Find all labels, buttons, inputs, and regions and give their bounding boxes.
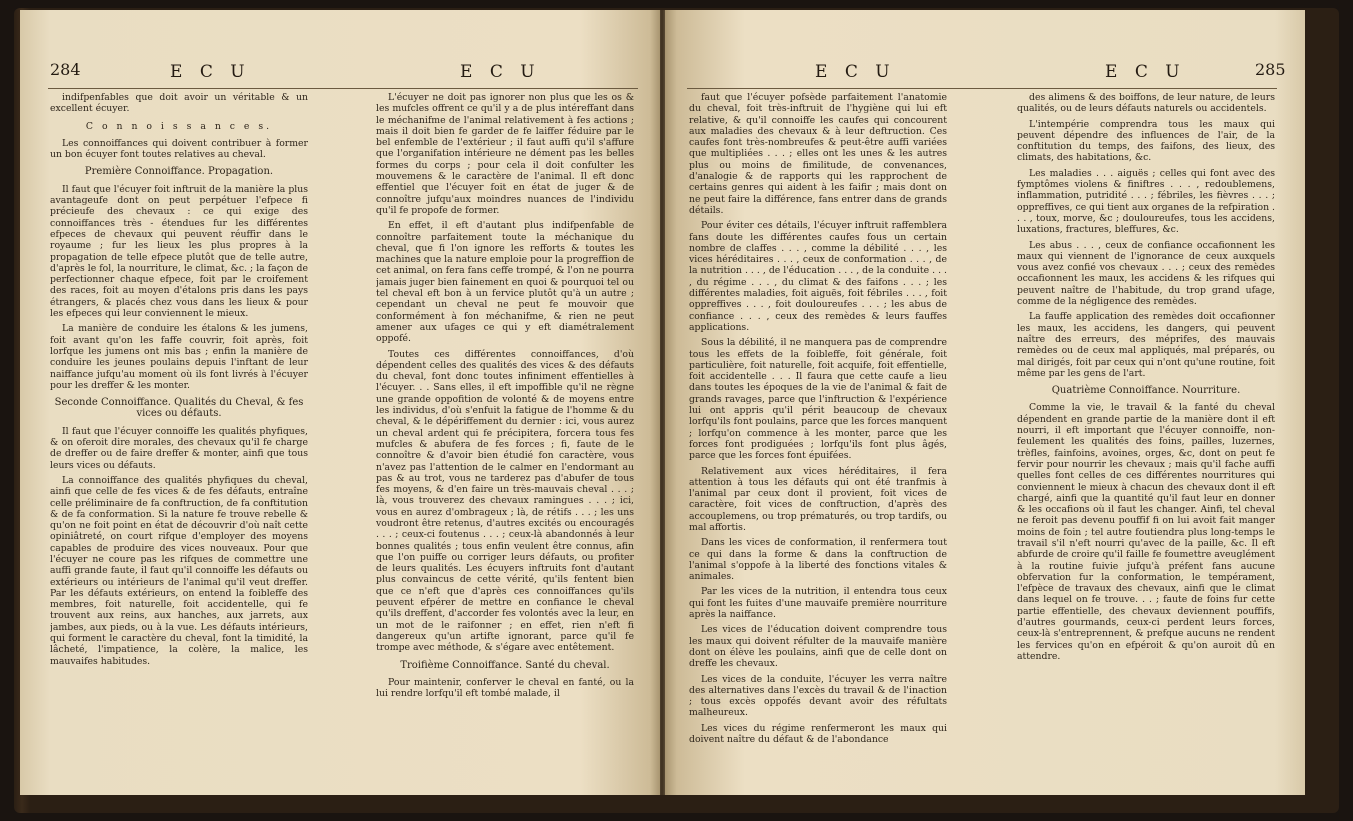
paragraph: Les vices de l'éducation doivent comprendre tous les maux qui doivent réfulter de la mauvaife manière dont on élève les poulains, ainfi que de celle dont on dreffe les chevaux. <box>689 624 947 670</box>
paragraph: faut que l'écuyer pofsède parfaitement l'anatomie du cheval, foit très-inftruit de l'hygiène qui lui eft relative, & qu'il connoiffe les caufes qui concourent aux maladies des chevaux & à leur deftruction. Ces caufes font très-nombreufes & peut-être auffi variées que multipliées . . . ; elles ont les unes & les autres plus ou moins de fimilitude, de convenances, d'analogie & de rapports qui les rapprochent de certains genres qui aident à les faifir ; mais dont on ne peut faire la différence, fans entrer dans de grands détails. <box>689 92 947 216</box>
paragraph: L'intempérie comprendra tous les maux qui peuvent dépendre des influences de l'air, de la conftitution du temps, des faifons, des lieux, des climats, des habitations, &c. <box>1017 118 1275 164</box>
header-rule <box>687 88 1277 89</box>
page-number-right: 285 <box>1255 60 1286 79</box>
section-heading: Seconde Connoiffance. Qualités du Cheval, & fes vices ou défauts. <box>54 397 304 420</box>
paragraph: Il faut que l'écuyer connoiffe les qualités phyfiques, & on oferoit dire morales, des chevaux qu'il fe charge de dreffer ou de faire dreffer & monter, ainfi que tous leurs vices ou défauts. <box>50 425 308 471</box>
paragraph: Les abus . . . , ceux de confiance occafionnent les maux qui viennent de l'ignorance de ceux auxquels vous avez confié vos chevaux . . . ; ceux des remèdes occafionnent les maux, les accidens & les rifques qui peuvent naître de l'habitude, du trop grand ufage, comme de la négligence des remèdes. <box>1017 239 1275 308</box>
paragraph: Pour éviter ces détails, l'écuyer inftruit raffemblera fans doute les différentes caufes fous un certain nombre de claffes . . . , comme la débilité . . . , les vices héréditaires . . . , ceux de conformation . . . , de la nutrition . . . , de l'éducation . . . , de la conduite . . . , du régime . . . , du climat & des faifons . . . ; les différentes maladies, foit aiguës, foit fébriles . . . , foit oppreffives . . . , foit douloureufes . . . ; les abus de confiance . . . , ceux des remèdes & leurs fauffes applications. <box>689 220 947 333</box>
section-heading: Quatrième Connoiffance. Nourriture. <box>1051 385 1241 397</box>
section-heading: Première Connoiffance. Propagation. <box>84 166 274 178</box>
paragraph: Les maladies . . . aiguës ; celles qui font avec des fymptômes violens & finiftres . . . , redoublemens, inflammation, putridité . . . ; fébriles, les fièvres . . . ; oppreffives, ce qui tient aux organes de la refpiration . . . , toux, morve, &c ; douloureufes, tous les accidens, luxations, fractures, bleffures, &c. <box>1017 167 1275 236</box>
left-page-column-2 <box>376 92 634 792</box>
section-heading: C o n n o i s s a n c e s. <box>85 120 273 132</box>
header-rule <box>48 88 638 89</box>
paragraph: Par les vices de la nutrition, il entendra tous ceux qui font les fuites d'une mauvaife première nourriture après la naiffance. <box>689 586 947 621</box>
paragraph: Pour maintenir, conferver le cheval en fanté, ou la lui rendre lorfqu'il eft tombé malade, il <box>376 676 634 700</box>
paragraph: La manière de conduire les étalons & les jumens, foit avant qu'on les faffe couvrir, foit après, foit lorfque les jumens ont mis bas ; enfin la manière de conduire les jeunes poulains depuis l'inftant de leur naiffance jufqu'au moment où ils font livrés à l'écuyer pour les dreffer & les monter. <box>50 323 308 391</box>
running-head-left-1: E C U <box>170 62 251 82</box>
paragraph: Les connoiffances qui doivent contribuer à former un bon écuyer font toutes relatives au cheval. <box>50 137 308 161</box>
paragraph: L'écuyer ne doit pas ignorer non plus que les os & les mufcles offrent ce qu'il y a de plus intéreffant dans le méchanifme de l'animal relativement à fes actions ; mais il doit bien fe garder de fe laiffer féduire par le bel enfemble de l'extérieur ; il faut auffi qu'il s'affure que l'organifation intérieure ne dément pas les belles formes du corps ; pour cela il doit confulter les mouvemens & le caractère de l'animal. Il eft donc effentiel que l'écuyer foit en état de juger & de connoître jufqu'aux moindres nuances de l'individu qu'il fe propofe de former. <box>376 92 634 216</box>
running-head-right-2: E C U <box>1105 62 1186 82</box>
paragraph: Il faut que l'écuyer foit inftruit de la manière la plus avantageufe dont on peut perpétuer l'efpece fi précieufe des chevaux : ce qui exige des connoiffances très - étendues fur les différentes efpeces de chevaux qui peuvent réuffir dans le royaume ; fur les lieux les plus propres à la propagation de telle efpece plutôt que de telle autre, d'après le fol, la nourriture, le climat, &c. ; la façon de perfectionner chaque efpece, foit par le croifement des races, foit au moyen d'étalons pris dans les pays étrangers, & placés chez vous dans les lieux & pour les efpeces qui leur conviennent le mieux. <box>50 183 308 320</box>
section-heading: Troifième Connoiffance. Santé du cheval. <box>400 659 610 671</box>
left-page-column-1 <box>50 92 308 792</box>
paragraph: La connoiffance des qualités phyfiques du cheval, ainfi que celle de fes vices & de fes défauts, entraîne celle préliminaire de fa conftruction, de fa conftitution & de fa conformation. Si la nature fe trouve rebelle & qu'on ne foit point en état de découvrir d'où naît cette opiniâtreté, on court rifque d'employer des moyens capables de produire des vices nouveaux. Pour que l'écuyer ne coure pas les rifques de commettre une auffi grande faute, il faut qu'il connoiffe les défauts ou extérieurs ou intérieurs de l'animal qu'il veut dreffer. Par les défauts extérieurs, on entend la foibleffe des membres, foit naturelle, foit accidentelle, qui fe trouvent aux reins, aux hanches, aux jarrets, aux jambes, aux pieds, ou à la vue. Les défauts intérieurs, qui forment le caractère du cheval, font la timidité, la lâcheté, l'impatience, la colère, la malice, les mauvaifes habitudes. <box>50 474 308 667</box>
paragraph: des alimens & des boiffons, de leur nature, de leurs qualités, ou de leurs défauts naturels ou accidentels. <box>1017 92 1275 115</box>
left-page <box>20 10 660 795</box>
right-page-column-1 <box>689 92 947 792</box>
paragraph: Sous la débilité, il ne manquera pas de comprendre tous les effets de la foibleffe, foit générale, foit particulière, foit naturelle, foit acquife, foit effentielle, foit accidentelle . . . Il faura que cette caufe a lieu dans toutes les époques de la vie de l'animal & fait de grands ravages, parce que l'inftruction & l'expérience lui ont appris qu'il périt beaucoup de chevaux lorfqu'ils font poulains, parce que les forces manquent ; lorfqu'on commence à les monter, parce que les forces font prodiguées ; lorfqu'ils font plus âgés, parce que les forces font épuifées. <box>689 337 947 462</box>
paragraph: Comme la vie, le travail & la fanté du cheval dépendent en grande partie de la manière dont il eft nourri, il eft important que l'écuyer connoiffe, non-feulement les qualités des foins, pailles, luzernes, trèfles, fainfoins, avoines, orges, &c, dont on peut fe fervir pour nourrir les chevaux ; mais qu'il fache auffi quelles font celles de ces différentes nourritures qui conviennent le mieux à chacun des chevaux dont il eft chargé, ainfi que la quantité qu'il faut leur en donner & les occafions où il faut les changer. Ainfi, tel cheval ne feroit pas devenu pouffif fi on lui avoit fait manger moins de foin ; tel autre foutiendra plus long-temps le travail s'il n'eft nourri qu'avec de la paille, &c. Il eft abfurde de croire qu'il faille fe foumettre aveuglément à la routine fuivie jufqu'à préfent fans aucune obfervation fur la conformation, le tempérament, l'efpèce de travaux des chevaux, ainfi que le climat dans lequel on fe trouve. . . ; faute de foins fur cette partie effentielle, des chevaux deviennent pouffifs, d'autres gourmands, ceux-ci perdent leurs forces, ceux-là s'entreprennent, & prefque aucuns ne rendent les fervices qu'on en efpéroit & qu'on auroit dû en attendre. <box>1017 402 1275 662</box>
paragraph: Relativement aux vices héréditaires, il fera attention à tous les défauts qui ont été tranfmis à l'animal par ceux dont il provient, foit vices de caractère, foit vices de conftruction, d'après des accouplemens, ou trop prématurés, ou trop tardifs, ou mal affortis. <box>689 465 947 533</box>
paragraph: Les vices du régime renfermeront les maux qui doivent naître du défaut & de l'abondance <box>689 722 947 746</box>
running-head-right-1: E C U <box>815 62 896 82</box>
right-page <box>665 10 1305 795</box>
paragraph: En effet, il eft d'autant plus indifpenfable de connoître parfaitement toute la méchanique du cheval, que fi l'on ignore les refforts & toutes les machines que la nature emploie pour la progreffion de cet animal, on fera fans ceffe trompé, & l'on ne pourra jamais juger bien fainement en quoi & pourquoi tel ou tel cheval eft bon à un fervice plutôt qu'à un autre ; cependant un cheval ne peut fe mouvoir que conformément à fon méchanifme, & rien ne peut amener aux ufages ce qui y eft diamétralement oppofé. <box>376 220 634 345</box>
paragraph: Dans les vices de conformation, il renfermera tout ce qui dans la forme & dans la conftruction de l'animal s'oppofe à la liberté des fonctions vitales & animales. <box>689 537 947 583</box>
paragraph: La fauffe application des remèdes doit occafionner les maux, les accidens, les dangers, qui peuvent naître des erreurs, des méprifes, des mauvais remèdes ou de ceux mal appliqués, mal préparés, ou mal dirigés, foit par ceux qui n'ont qu'une routine, foit même par les gens de l'art. <box>1017 311 1275 379</box>
right-page-column-2 <box>1017 92 1275 792</box>
page-number-left: 284 <box>50 60 81 79</box>
paragraph: Toutes ces différentes connoiffances, d'où dépendent celles des qualités des vices & des défauts du cheval, font donc toutes infiniment effentielles à l'écuyer. . . Sans elles, il eft impoffible qu'il ne règne une grande oppofition de volonté & de moyens entre les individus, d'où s'enfuit la fatigue de l'homme & du cheval, & le dépériffement du dernier : ici, vous aurez un cheval ardent qui fe précipitera, forcera tous fes mufcles & abufera de fes forces ; fi, faute de le connoître & d'avoir bien étudié fon caractère, vous n'avez pas l'attention de le calmer en l'endormant au pas & au trot, vous ne tarderez pas d'abufer de tous fes moyens, & d'en faire un très-mauvais cheval . . . ; là, vous trouverez des chevaux ramingues . . . ; ici, vous en aurez d'ombrageux ; là, de rétifs . . . ; les uns voudront être retenus, d'autres excités ou encouragés . . . ; ceux-ci foutenus . . . ; ceux-là abandonnés à leur bonnes qualités ; tous enfin veulent être connus, afin que l'on puiffe ou corriger leurs défauts, ou profiter de leurs qualités. Les écuyers inftruits font d'autant plus convaincus de cette vérité, qu'ils fentent bien que ce n'eft que d'après ces connoiffances qu'ils peuvent efpérer de mettre en confiance le cheval qu'ils dreffent, d'accorder fes volontés avec la leur, en un mot de le raifonner ; en effet, rien n'eft fi dangereux qu'un artifte ignorant, parce qu'il fe trompe avec méthode, & s'égare avec entêtement. <box>376 348 634 654</box>
paragraph: Les vices de la conduite, l'écuyer les verra naître des alternatives dans l'excès du travail & de l'inaction ; tous excès oppofés devant avoir des réfultats malheureux. <box>689 673 947 719</box>
running-head-left-2: E C U <box>460 62 541 82</box>
paragraph: indifpenfables que doit avoir un véritable & un excellent écuyer. <box>50 92 308 115</box>
